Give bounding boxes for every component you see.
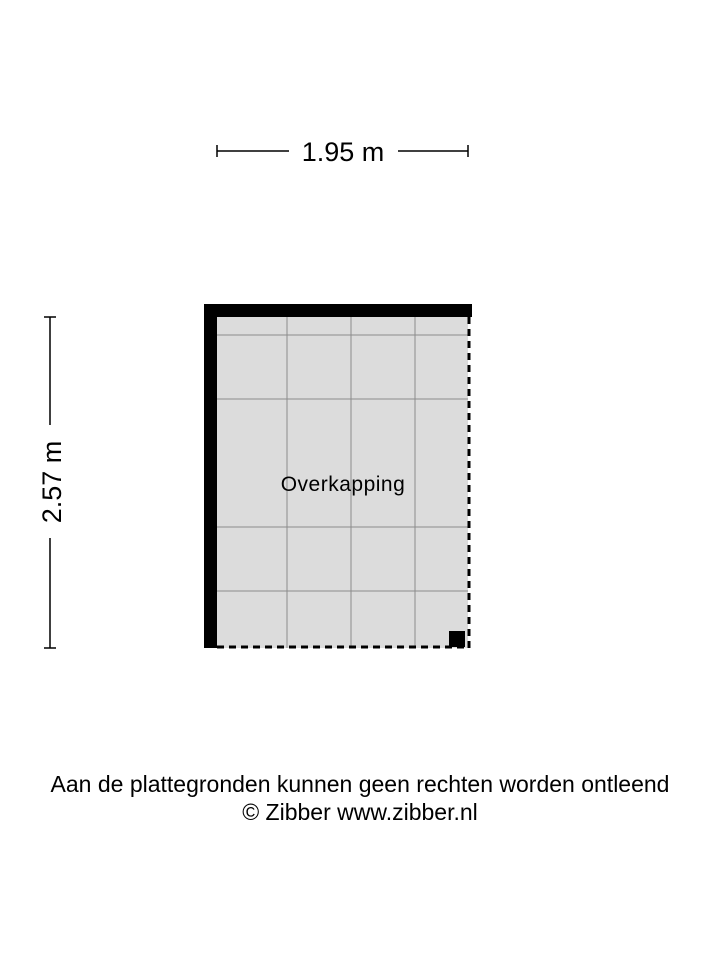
wall-left <box>204 304 217 648</box>
wall-top <box>204 304 472 317</box>
room-overkapping <box>204 304 472 648</box>
copyright-text: © Zibber www.zibber.nl <box>242 799 478 825</box>
height-dimension <box>37 317 67 648</box>
height-dimension-label: 2.57 m <box>37 440 67 524</box>
disclaimer-text: Aan de plattegronden kunnen geen rechten worden ontleend <box>50 771 670 797</box>
room-label: Overkapping <box>280 473 406 496</box>
support-post <box>449 631 465 647</box>
width-dimension <box>217 137 468 167</box>
width-dimension-label: 1.95 m <box>301 137 385 167</box>
